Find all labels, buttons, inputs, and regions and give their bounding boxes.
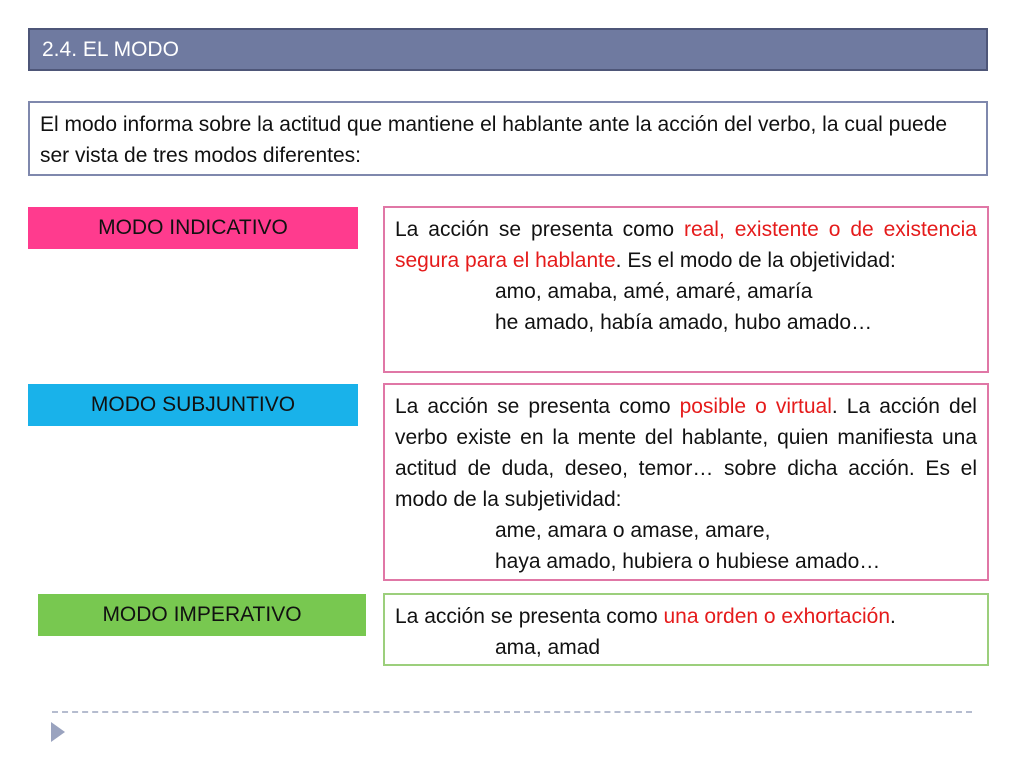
modo-indicativo-description bbox=[383, 206, 989, 373]
imperativo-definition bbox=[395, 601, 977, 632]
footer-divider bbox=[52, 711, 972, 713]
modo-indicativo-label: MODO INDICATIVO bbox=[28, 207, 358, 249]
subjuntivo-example-1: ame, amara o amase, amare, bbox=[495, 519, 771, 542]
modo-subjuntivo-description bbox=[383, 383, 989, 581]
indicativo-highlight: real, existente o de existencia segura para el hablante bbox=[395, 218, 977, 272]
indicativo-text-post: . Es el modo de la objetividad: bbox=[615, 249, 896, 272]
indicativo-definition bbox=[395, 214, 977, 276]
imperativo-text-pre: La acción se presenta como bbox=[395, 605, 664, 628]
subjuntivo-text-pre: La acción se presenta como bbox=[395, 395, 680, 418]
imperativo-highlight: una orden o exhortación bbox=[663, 605, 890, 628]
slide-title: 2.4. EL MODO bbox=[28, 28, 988, 71]
indicativo-text-pre: La acción se presenta como bbox=[395, 218, 684, 241]
modo-imperativo-description bbox=[383, 593, 989, 666]
subjuntivo-definition bbox=[395, 391, 977, 515]
imperativo-example-1: ama, amad bbox=[495, 636, 601, 659]
indicativo-example-2: he amado, había amado, hubo amado… bbox=[495, 311, 873, 334]
modo-subjuntivo-label: MODO SUBJUNTIVO bbox=[28, 384, 358, 426]
indicativo-example-1: amo, amaba, amé, amaré, amaría bbox=[495, 280, 813, 303]
play-arrow-icon bbox=[51, 722, 65, 742]
subjuntivo-highlight: posible o virtual bbox=[679, 395, 832, 418]
modo-imperativo-label: MODO IMPERATIVO bbox=[38, 594, 366, 636]
subjuntivo-text-post: . La acción del verbo existe en la mente del hablante, quien manifiesta una actitud de duda, deseo, temor… sobre dicha acción. Es el modo de la subjetividad: bbox=[395, 395, 977, 511]
intro-text: El modo informa sobre la actitud que mantiene el hablante ante la acción del verbo, la cual puede ser vista de tres modos diferentes: bbox=[28, 101, 988, 176]
imperativo-text-post: . bbox=[890, 605, 896, 628]
subjuntivo-example-2: haya amado, hubiera o hubiese amado… bbox=[495, 550, 881, 573]
